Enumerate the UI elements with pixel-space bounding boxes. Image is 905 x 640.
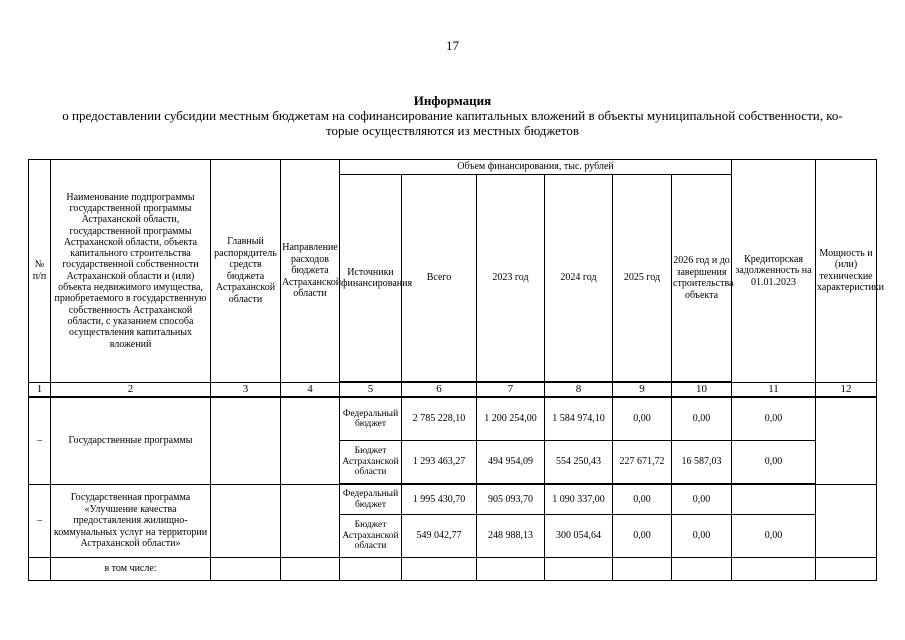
document-title: Информация <box>413 93 492 108</box>
row-manager <box>211 397 281 484</box>
column-number-row <box>29 382 877 397</box>
row-direction <box>281 484 340 558</box>
row-total: 2 785 228,10 <box>402 397 477 441</box>
row-2024: 554 250,43 <box>545 441 613 485</box>
colnum-cell: 9 <box>613 382 672 397</box>
row-name: Государственные программы <box>51 397 211 484</box>
row-capacity <box>816 484 877 558</box>
colnum-cell: 6 <box>402 382 477 397</box>
row-2026: 0,00 <box>672 484 732 515</box>
row-total: 1 995 430,70 <box>402 484 477 515</box>
table-row <box>29 397 877 441</box>
header-num: № п/п <box>29 160 51 383</box>
header-name: Наименование подпрограммы государственной программы Астраханской области, государственной программы Астраханской области, объекта капитального строительства государственной собственности Астраханской области и (или) объекта недвижимого имущества, приобретаемого в государственную собственность Астраханской области, с указанием способа осуществления капитальных вложений <box>51 160 211 383</box>
row-total: 549 042,77 <box>402 515 477 558</box>
row-credit: 0,00 <box>732 515 816 558</box>
row-2026: 16 587,03 <box>672 441 732 485</box>
row-capacity <box>816 558 877 581</box>
row-num: – <box>29 484 51 558</box>
row-manager <box>211 558 281 581</box>
header-2023: 2023 год <box>477 175 545 383</box>
row-2023 <box>477 558 545 581</box>
row-credit: 0,00 <box>732 441 816 485</box>
colnum-cell: 3 <box>211 382 281 397</box>
row-2025: 0,00 <box>613 397 672 441</box>
colnum-cell: 5 <box>340 382 402 397</box>
header-credit: Кредиторская задолженность на 01.01.2023 <box>732 160 816 383</box>
row-source: Федеральный бюджет <box>340 397 402 441</box>
row-num: – <box>29 397 51 484</box>
row-2025: 0,00 <box>613 515 672 558</box>
header-funding-group: Объем финансирования, тыс. рублей <box>340 160 732 175</box>
row-2025 <box>613 558 672 581</box>
financing-table <box>28 159 885 581</box>
header-2024: 2024 год <box>545 175 613 383</box>
table-row <box>29 558 877 581</box>
row-2026 <box>672 558 732 581</box>
header-2026: 2026 год и до завершения строительства объекта <box>672 175 732 383</box>
row-total <box>402 558 477 581</box>
row-2024 <box>545 558 613 581</box>
colnum-cell: 11 <box>732 382 816 397</box>
subtitle-line-1: о предоставлении субсидии местным бюджетам на софинансирование капитальных вложений в объекты муниципальной собственности, ко- <box>62 108 843 123</box>
header-capacity: Мощность и (или) технические характеристики <box>816 160 877 383</box>
row-credit: 0,00 <box>732 397 816 441</box>
table-row <box>29 484 877 515</box>
header-direction: Направление расходов бюджета Астраханской области <box>281 160 340 383</box>
header-2025: 2025 год <box>613 175 672 383</box>
header-source: Источники финансирования <box>340 175 402 383</box>
colnum-cell: 10 <box>672 382 732 397</box>
row-num <box>29 558 51 581</box>
row-2026: 0,00 <box>672 397 732 441</box>
document-subtitle <box>20 108 885 138</box>
row-name: Государственная программа «Улучшение качества предоставления жилищно-коммунальных услуг на территории Астраханской области» <box>51 484 211 558</box>
colnum-cell: 8 <box>545 382 613 397</box>
row-2023: 1 200 254,00 <box>477 397 545 441</box>
row-direction <box>281 397 340 484</box>
subtitle-line-2: торые осуществляются из местных бюджетов <box>325 123 580 138</box>
row-direction <box>281 558 340 581</box>
header-row-1 <box>29 160 877 175</box>
row-2024: 300 054,64 <box>545 515 613 558</box>
colnum-cell: 7 <box>477 382 545 397</box>
row-2024: 1 584 974,10 <box>545 397 613 441</box>
row-2023: 494 954,09 <box>477 441 545 485</box>
row-2024: 1 090 337,00 <box>545 484 613 515</box>
row-2023: 248 988,13 <box>477 515 545 558</box>
colnum-cell: 1 <box>29 382 51 397</box>
row-credit <box>732 484 816 515</box>
header-total: Всего <box>402 175 477 383</box>
row-source: Бюджет Астраханской области <box>340 441 402 485</box>
row-manager <box>211 484 281 558</box>
colnum-cell: 12 <box>816 382 877 397</box>
row-total: 1 293 463,27 <box>402 441 477 485</box>
page-number: 17 <box>446 38 459 53</box>
row-credit <box>732 558 816 581</box>
colnum-cell: 2 <box>51 382 211 397</box>
row-source: Бюджет Астраханской области <box>340 515 402 558</box>
row-source <box>340 558 402 581</box>
header-manager: Главный распорядитель средств бюджета Астраханской области <box>211 160 281 383</box>
row-2025: 227 671,72 <box>613 441 672 485</box>
row-name: в том числе: <box>51 558 211 581</box>
row-capacity <box>816 397 877 484</box>
row-2026: 0,00 <box>672 515 732 558</box>
colnum-cell: 4 <box>281 382 340 397</box>
row-2023: 905 093,70 <box>477 484 545 515</box>
row-2025: 0,00 <box>613 484 672 515</box>
row-source: Федеральный бюджет <box>340 484 402 515</box>
